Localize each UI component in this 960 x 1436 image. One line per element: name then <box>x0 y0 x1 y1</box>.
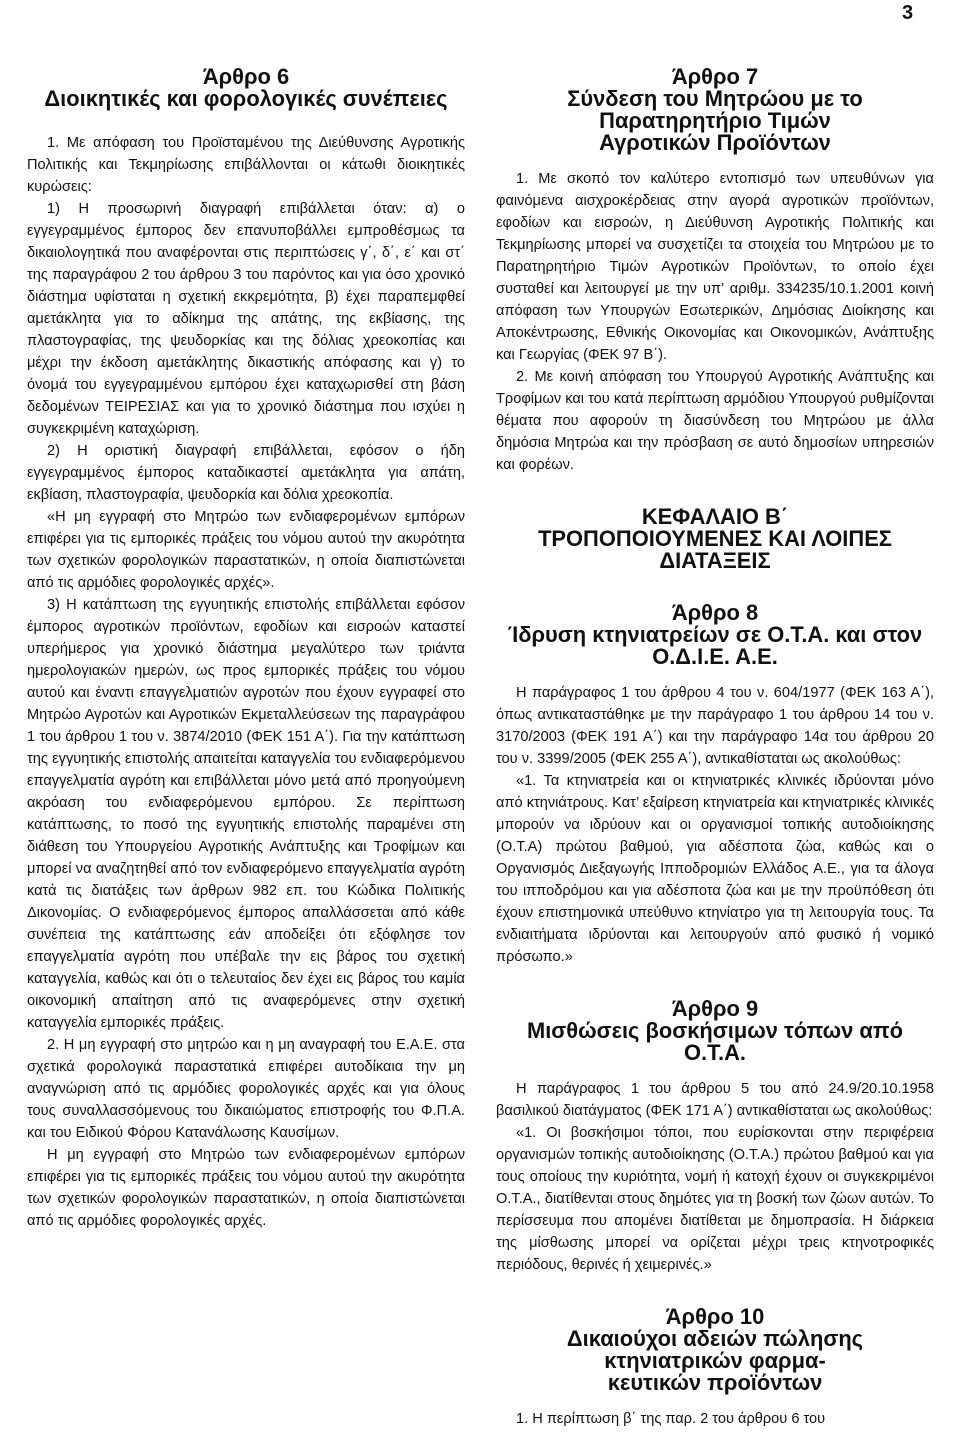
article-9-title: Άρθρο 9 <box>671 996 759 1021</box>
article-6-title: Άρθρο 6 <box>202 64 290 89</box>
chapter-b-title: ΚΕΦΑΛΑΙΟ Β΄ <box>641 504 789 529</box>
article-8-paragraph: «1. Τα κτηνιατρεία και οι κτηνιατρικές κλινικές ιδρύονται μόνο από κτηνιάτρους. Κατ’ εξαίρεση κτηνιατρεία και κτηνιατρικές κλινικές μπορούν να ιδρύουν και οι οργανισμοί τοπικής αυτοδιοίκησης (Ο.Τ.Α) πρώτου βαθμού, για αδέσποτα ζώα, καθώς και ο Οργανισμός Διεξαγωγής Ιπποδρομιών Ελλάδος Α.Ε., για τα άλογα του ιπποδρόμου και για αδέσποτα ζώα και με την προϋπόθεση ότι έχουν επιστημονικά υπεύθυνο κτηνίατρο για τη λειτουργία τους. Τα ενδιαιτήματα ιδρύονται και λειτουργούν από φυσικό ή νομικό πρόσωπο.» <box>496 773 934 965</box>
article-6-paragraph: «Η μη εγγραφή στο Μητρώο των ενδιαφερομένων εμπόρων επιφέρει για τις εμπορικές πράξεις του νόμου αυτού την ακυρότητα των σχετικών φορολογικών παραστατικών, η οποία διαπιστώνεται από τις αρμόδιες φορολογικές αρχές». <box>27 509 465 591</box>
article-7-subtitle-line-1: Σύνδεση του Μητρώου με το Παρατηρητήριο Τιμών <box>567 86 863 133</box>
article-7-subtitle-line-2: Αγροτικών Προϊόντων <box>599 130 831 155</box>
article-6-paragraph: 2. Η μη εγγραφή στο μητρώο και η μη αναγραφή του Ε.Α.Ε. στα σχετικά φορολογικά παραστατικά επιφέρει αυτοδίκαια την μη αναγνώριση από τις αρμόδιες φορολογικές αρχές και για όλους τους συναλλασσόμενους του δικαιώματος επιστροφής του Φ.Π.Α. και του Ειδικού Φόρου Κατανάλωσης Καυσίμων. <box>27 1037 465 1141</box>
article-10-paragraph: 1. Η περίπτωση β΄ της παρ. 2 του άρθρου 6 του <box>516 1411 826 1427</box>
article-6-paragraph: 2) Η οριστική διαγραφή επιβάλλεται, εφόσον ο ήδη εγγεγραμμένος έμπορος καταδικαστεί αμετάκλητα για απάτη, εκβίαση, πλαστογραφία, ψευδορκία και δόλια χρεοκοπία. <box>27 443 465 503</box>
article-8-subtitle: Ίδρυση κτηνιατρείων σε Ο.Τ.Α. και στον Ο.Δ.Ι.Ε. Α.Ε. <box>507 622 923 669</box>
article-8-heading <box>496 602 934 668</box>
article-7-paragraph: 2. Με κοινή απόφαση του Υπουργού Αγροτικής Ανάπτυξης και Τροφίμων και του κατά περίπτωση αρμόδιου Υπουργού ρυθμίζονται θέματα που αφορούν τη διασύνδεση του Μητρώου με άλλα δημόσια Μητρώα και την πρόσβαση σε αυτό δημοσίων υπηρεσιών και φορέων. <box>496 369 934 473</box>
article-8-title: Άρθρο 8 <box>671 600 759 625</box>
article-6-subtitle: Διοικητικές και φορολογικές συνέπειες <box>44 86 448 111</box>
article-6-paragraph: Η μη εγγραφή στο Μητρώο των ενδιαφερομένων εμπόρων επιφέρει για τις εμπορικές πράξεις του νόμου αυτού την ακυρότητα των σχετικών φορολογικών παραστατικών, η οποία διαπιστώνεται από τις αρμόδιες φορολογικές αρχές. <box>27 1147 465 1229</box>
article-10-subtitle-line-2: κευτικών προϊόντων <box>607 1370 823 1395</box>
article-9-paragraph: Η παράγραφος 1 του άρθρου 5 του από 24.9/20.10.1958 βασιλικού διατάγματος (ΦΕΚ 171 Α΄) αντικαθίσταται ως ακολούθως: <box>496 1081 934 1119</box>
left-column <box>27 66 465 1232</box>
article-10-title: Άρθρο 10 <box>665 1304 765 1329</box>
chapter-b-subtitle: ΤΡΟΠΟΠΟΙΟΥΜΕΝΕΣ ΚΑΙ ΛΟΙΠΕΣ ΔΙΑΤΑΞΕΙΣ <box>538 526 892 573</box>
page-number: 3 <box>902 2 914 24</box>
article-8-paragraph: Η παράγραφος 1 του άρθρου 4 του ν. 604/1977 (ΦΕΚ 163 Α΄), όπως αντικαταστάθηκε με την παράγραφο 1 του άρθρου 14 του ν. 3170/2003 (ΦΕΚ 191 Α΄) και την παράγραφο 14α του άρθρου 20 του ν. 3399/2005 (ΦΕΚ 255 Α΄), αντικαθίσταται ως ακολούθως: <box>496 685 934 767</box>
article-6-paragraph: 1. Με απόφαση του Προϊσταμένου της Διεύθυνσης Αγροτικής Πολιτικής και Τεκμηρίωσης επιβάλλονται οι κάτωθι διοικητικές κυρώσεις: <box>27 135 465 195</box>
article-10-heading <box>496 1306 934 1394</box>
right-column <box>496 66 934 1430</box>
article-7-paragraph: 1. Με σκοπό τον καλύτερο εντοπισμό των υπευθύνων για φαινόμενα αισχροκέρδειας στην αγορά αγροτικών προϊόντων, εφοδίων και εισροών, η Διεύθυνση Αγροτικής Πολιτικής και Τεκμηρίωσης μπορεί να συσχετίζει τα στοιχεία του Μητρώου με το Παρατηρητήριο Τιμών Αγροτικών Προϊόντων, το οποίο έχει συσταθεί και λειτουργεί με την υπ’ αριθμ. 334235/10.1.2001 κοινή απόφαση των Υπουργών Εσωτερικών, Δημόσιας Διοίκησης και Αποκέντρωσης, Εθνικής Οικονομίας και Οικονομικών, Ανάπτυξης και Γεωργίας (ΦΕΚ 97 Β΄). <box>496 171 934 363</box>
article-6-paragraph: 1) Η προσωρινή διαγραφή επιβάλλεται όταν: α) ο εγγεγραμμένος έμπορος δεν επανυποβάλλει εμπροθέσμως τα δικαιολογητικά που αναφέρονται στις περιπτώσεις γ΄, δ΄, ε΄ και στ΄ της παραγράφου 2 του άρθρου 3 του παρόντος και για όσο χρονικό διάστημα υφίσταται η σχετική εκκρεμότητα, β) έχει παραπεμφθεί αμετάκλητα για το αδίκημα της απάτης, της εκβίασης, της πλαστογραφίας, της ψευδορκίας και της δόλιας χρεοκοπίας και μέχρι την έκδοση αμετάκλητης δικαστικής απόφασης και γ) το όνομά του εγγεγραμμένου εμπόρου έχει καταχωρισθεί στη βάση δεδομένων ΤΕΙΡΕΣΙΑΣ και για το χρονικό διάστημα που ισχύει η συγκεκριμένη καταχώριση. <box>27 201 465 437</box>
article-7-heading <box>496 66 934 154</box>
article-10-subtitle-line-1: Δικαιούχοι αδειών πώλησης κτηνιατρικών φαρμα- <box>566 1326 864 1373</box>
article-7-title: Άρθρο 7 <box>671 64 759 89</box>
article-6-paragraph: 3) Η κατάπτωση της εγγυητικής επιστολής επιβάλλεται εφόσον έμπορος αγροτικών προϊόντων, εφοδίων και εισροών καταστεί υπερήμερος για χρονικό διάστημα μεγαλύτερο των τριάντα ημερολογιακών ημερών, ως προς εμπορικές πράξεις του νόμου αυτού και έναντι επαγγελματιών αγροτών που έχουν εγγραφεί στο Μητρώο Αγροτών και Αγροτικών Εκμεταλλεύσεων της παραγράφου 1 του άρθρου 1 του ν. 3874/2010 (ΦΕΚ 151 Α΄). Για την κατάπτωση της εγγυητικής επιστολής απαιτείται καταγγελία του ενδιαφερόμενου επαγγελματία αγρότη και επιβάλλεται μόνο μετά από προηγούμενη ακρόαση του ενδιαφερόμενου εμπόρου. Σε περίπτωση κατάπτωσης, το ποσό της εγγυητικής επιστολής παραμένει στη διάθεση του Υπουργείου Αγροτικής Ανάπτυξης και Τροφίμων και μπορεί να αναζητηθεί από τον ενδιαφερόμενο επαγγελματία αγρότη κατά τις διατάξεις των άρθρων 982 επ. του Κώδικα Πολιτικής Δικονομίας. Ο ενδιαφερόμενος έμπορος απαλλάσσεται από κάθε συνέπεια της κατάπτωσης εάν αποδείξει ότι εξόφλησε τον επαγγελματία αγρότη που υπέβαλε την εις βάρος του σχετική καταγγελία, καθώς και ότι ο τελευταίος δεν έχει εις βάρος του καμία οικονομική απαίτηση από τις αναφερόμενες στην σχετική καταγγελία εμπορικές πράξεις. <box>27 597 465 1031</box>
article-9-paragraph: «1. Οι βοσκήσιμοι τόποι, που ευρίσκονται στην περιφέρεια οργανισμών τοπικής αυτοδιοίκησης (Ο.Τ.Α.) πρώτου βαθμού και για τους οποίους την κυριότητα, νομή ή κατοχή έχουν οι συγκεκριμένοι Ο.Τ.Α., διατίθενται στους δημότες για τη βοσκή των ζώων αυτών. Το περίσσευμα που απομένει διατίθεται με δημοπρασία. Η διάρκεια της μίσθωσης μπορεί να ορίζεται μέχρι τρεις κτηνοτροφικές περιόδους, θερινές ή χειμερινές.» <box>496 1125 934 1273</box>
chapter-b-heading <box>496 506 934 572</box>
article-6-heading <box>27 66 465 110</box>
article-9-heading <box>496 998 934 1064</box>
article-9-subtitle: Μισθώσεις βοσκήσιμων τόπων από Ο.Τ.Α. <box>526 1018 904 1065</box>
